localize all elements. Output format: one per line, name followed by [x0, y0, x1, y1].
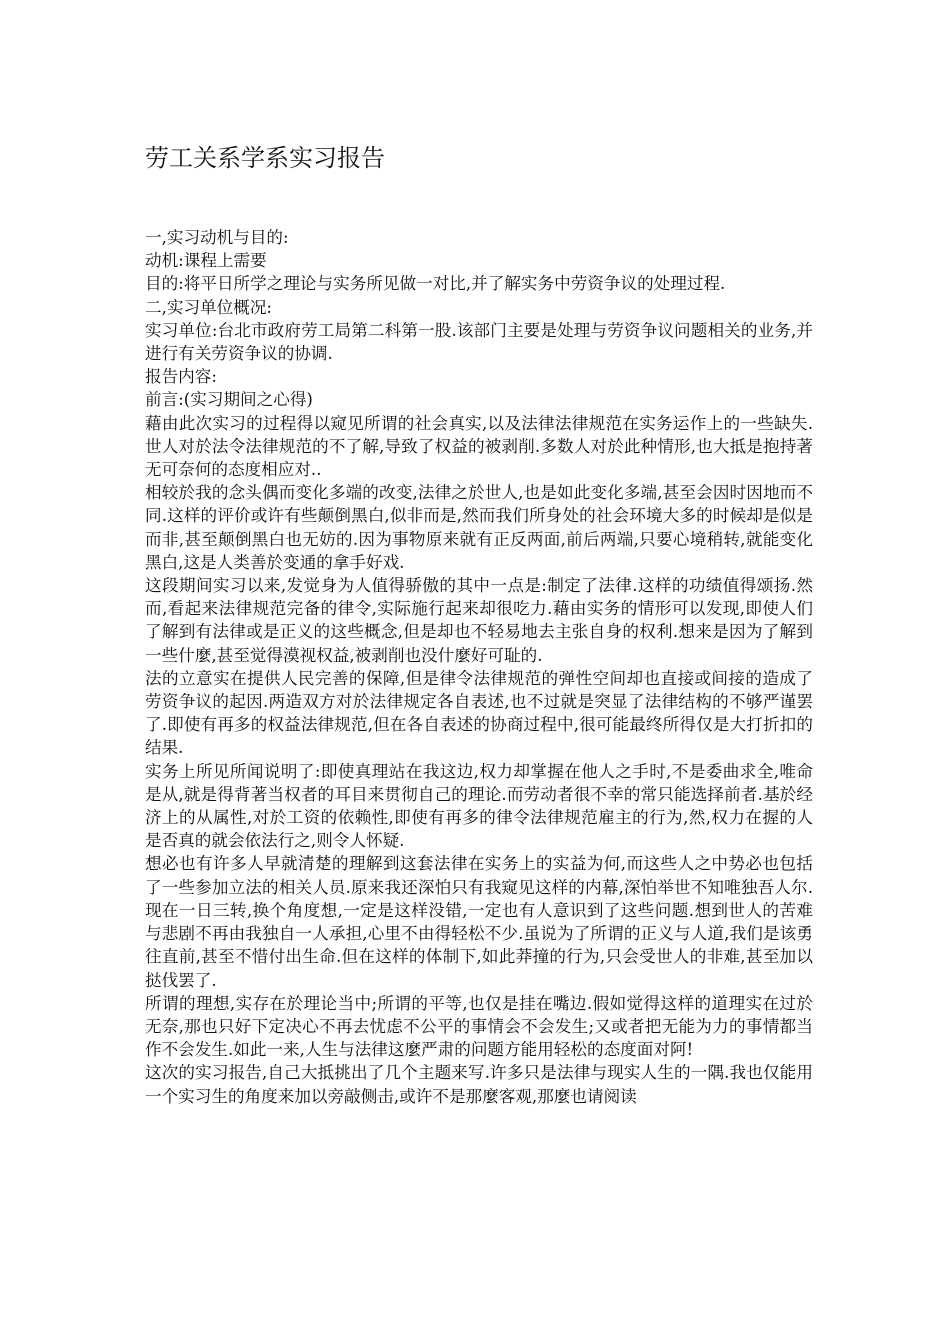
paragraph-purpose: 目的:将平日所学之理论与实务所见做一对比,并了解实务中劳资争议的处理过程.: [145, 274, 726, 294]
paragraph-motivation: 动机:课程上需要: [145, 251, 267, 271]
paragraph-body: 这次的实习报告,自己大抵挑出了几个主题来写.许多只是法律与现实人生的一隅.我也仅能用一个实习生的角度来加以旁敲侧击,或许不是那麼客观,那麼也请阅读: [145, 1063, 813, 1106]
document-page: [145, 0, 813, 1344]
paragraph-body: 这段期间实习以来,发觉身为人值得骄傲的其中一点是:制定了法律.这样的功绩值得颂扬.然而,看起来法律规范完备的律令,实际施行起来却很吃力.藉由实务的情形可以发现,即使人们了解到有法律或是正义的这些概念,但是却也不轻易地去主张自身的权利.想来是因为了解到一些什麼,甚至觉得漠视权益,被剥削也没什麼好可耻的.: [145, 576, 813, 665]
section-heading-unit: 二,实习单位概况:: [145, 297, 273, 317]
document-title: 劳工关系学系实习报告: [145, 144, 385, 172]
paragraph-preface: 前言:(实习期间之心得): [145, 390, 313, 410]
section-heading-motivation: 一,实习动机与目的:: [145, 228, 289, 247]
document-body: [145, 226, 813, 1108]
paragraph-body: 所谓的理想,实存在於理论当中;所谓的平等,也仅是挂在嘴边.假如觉得这样的道理实在过於无奈,那也只好下定决心不再去忧虑不公平的事情会不会发生;又或者把无能为力的事情都当作不会发生.如此一来,人生与法律这麼严肃的问题方能用轻松的态度面对阿!: [145, 993, 813, 1060]
paragraph-body: 法的立意实在提供人民完善的保障,但是律令法律规范的弹性空间却也直接或间接的造成了劳资争议的起因.两造双方对於法律规定各自表述,也不过就是突显了法律结构的不够严谨罢了.即使有再多的权益法律规范,但在各自表述的协商过程中,很可能最终所得仅是大打折扣的结果.: [145, 668, 813, 758]
paragraph-body: 藉由此次实习的过程得以窥见所谓的社会真实,以及法律法律规范在实务运作上的一些缺失.世人对於法令法律规范的不了解,导致了权益的被剥削.多数人对於此种情形,也大抵是抱持著无可奈何的态度相应对..: [145, 413, 813, 480]
paragraph-unit: 实习单位:台北市政府劳工局第二科第一股.该部门主要是处理与劳资争议问题相关的业务,并进行有关劳资争议的协调.: [145, 320, 813, 364]
section-heading-report: 报告内容:: [145, 367, 217, 387]
paragraph-body: 想必也有许多人早就清楚的理解到这套法律在实务上的实益为何,而这些人之中势必也包括了一些参加立法的相关人员.原来我还深怕只有我窥见这样的内幕,深怕举世不知唯独吾人尔.现在一日三转,换个角度想,一定是这样没错,一定也有人意识到了这些问题.想到世人的苦难与悲剧不再由我独自一人承担,心里不由得轻松不少.虽说为了所谓的正义与人道,我们是该勇往直前,甚至不惜付出生命.但在这样的体制下,如此莽撞的行为,只会受世人的非难,甚至加以挞伐罢了.: [145, 854, 813, 990]
paragraph-body: 相较於我的念头偶而变化多端的改变,法律之於世人,也是如此变化多端,甚至会因时因地而不同.这样的评价或许有些颠倒黑白,似非而是,然而我们所身处的社会环境大多的时候却是似是而非,甚至颠倒黑白也无妨的.因为事物原来就有正反两面,前后两端,只要心境稍转,就能变化黑白,这是人类善於变通的拿手好戏.: [145, 483, 813, 572]
paragraph-body: 实务上所见所闻说明了:即使真理站在我这边,权力却掌握在他人之手时,不是委曲求全,唯命是从,就是得背著当权者的耳目来贯彻自己的理论.而劳动者很不幸的常只能选择前者.基於经济上的从属性,对於工资的依赖性,即使有再多的律令法律规范雇主的行为,然,权力在握的人是否真的就会依法行之,则令人怀疑.: [145, 761, 813, 851]
